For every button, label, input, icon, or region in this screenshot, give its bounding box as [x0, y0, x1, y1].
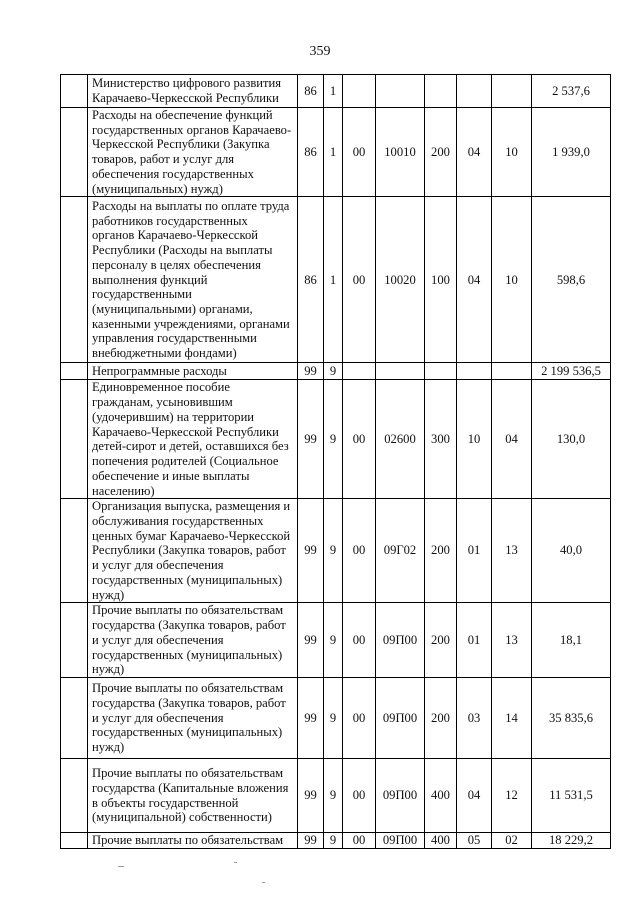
expense-type-cell: 200 [425, 678, 457, 759]
description-cell: Непрограммные расходы [88, 363, 298, 380]
table-row [61, 833, 611, 849]
subprogram-code-cell: 00 [343, 603, 376, 678]
ministry-code-cell: 86 [298, 197, 324, 363]
direction-code-cell: 09П00 [376, 678, 425, 759]
subprogram-code-cell: 00 [343, 380, 376, 499]
direction-code-cell [376, 75, 425, 108]
section-cell: 01 [457, 603, 492, 678]
amount-cell: 598,6 [532, 197, 611, 363]
program-code-cell: 1 [324, 75, 343, 108]
scan-mark [234, 862, 237, 863]
section-cell [457, 75, 492, 108]
subsection-cell [492, 363, 532, 380]
subsection-cell: 13 [492, 603, 532, 678]
description-cell: Организация выпуска, размещения и обслуживания государственных ценных бумаг Карачаево-Черкесской Республики (Закупка товаров, работ и услуг для обеспечения государственных (муниципальных) нужд) [88, 499, 298, 603]
section-cell: 03 [457, 678, 492, 759]
program-code-cell: 9 [324, 363, 343, 380]
row-index-cell [61, 499, 88, 603]
table-row [61, 759, 611, 833]
table-row [61, 678, 611, 759]
table-row [61, 380, 611, 499]
amount-cell: 130,0 [532, 380, 611, 499]
direction-code-cell: 09П00 [376, 833, 425, 849]
table-row [61, 75, 611, 108]
subsection-cell: 02 [492, 833, 532, 849]
amount-cell: 11 531,5 [532, 759, 611, 833]
subsection-cell: 14 [492, 678, 532, 759]
row-index-cell [61, 678, 88, 759]
direction-code-cell: 09Г02 [376, 499, 425, 603]
section-cell: 05 [457, 833, 492, 849]
subprogram-code-cell: 00 [343, 108, 376, 197]
budget-table [60, 74, 611, 849]
description-cell: Прочие выплаты по обязательствам государства (Закупка товаров, работ и услуг для обеспечения государственных (муниципальных) нужд) [88, 678, 298, 759]
ministry-code-cell: 99 [298, 380, 324, 499]
row-index-cell [61, 380, 88, 499]
program-code-cell: 9 [324, 603, 343, 678]
subprogram-code-cell: 00 [343, 197, 376, 363]
ministry-code-cell: 86 [298, 108, 324, 197]
row-index-cell [61, 759, 88, 833]
ministry-code-cell: 99 [298, 678, 324, 759]
expense-type-cell: 100 [425, 197, 457, 363]
subsection-cell: 10 [492, 197, 532, 363]
amount-cell: 18,1 [532, 603, 611, 678]
program-code-cell: 9 [324, 759, 343, 833]
expense-type-cell: 200 [425, 499, 457, 603]
amount-cell: 1 939,0 [532, 108, 611, 197]
description-cell: Министерство цифрового развития Карачаево-Черкесской Республики [88, 75, 298, 108]
section-cell: 01 [457, 499, 492, 603]
scan-mark [262, 882, 265, 883]
subprogram-code-cell: 00 [343, 499, 376, 603]
subprogram-code-cell [343, 75, 376, 108]
subsection-cell: 04 [492, 380, 532, 499]
row-index-cell [61, 603, 88, 678]
amount-cell: 18 229,2 [532, 833, 611, 849]
expense-type-cell [425, 363, 457, 380]
subsection-cell: 10 [492, 108, 532, 197]
ministry-code-cell: 99 [298, 833, 324, 849]
subprogram-code-cell: 00 [343, 759, 376, 833]
expense-type-cell [425, 75, 457, 108]
row-index-cell [61, 108, 88, 197]
subprogram-code-cell: 00 [343, 833, 376, 849]
description-cell: Прочие выплаты по обязательствам государства (Закупка товаров, работ и услуг для обеспечения государственных (муниципальных) нужд) [88, 603, 298, 678]
direction-code-cell: 09П00 [376, 759, 425, 833]
table-row [61, 499, 611, 603]
expense-type-cell: 200 [425, 603, 457, 678]
table-row [61, 603, 611, 678]
direction-code-cell: 02600 [376, 380, 425, 499]
ministry-code-cell: 99 [298, 363, 324, 380]
program-code-cell: 9 [324, 678, 343, 759]
page-number: 359 [309, 44, 331, 59]
ministry-code-cell: 99 [298, 759, 324, 833]
program-code-cell: 1 [324, 197, 343, 363]
direction-code-cell: 10010 [376, 108, 425, 197]
subsection-cell: 12 [492, 759, 532, 833]
ministry-code-cell: 86 [298, 75, 324, 108]
description-cell: Прочие выплаты по обязательствам государства (Капитальные вложения в объекты государственной (муниципальной) собственности) [88, 759, 298, 833]
row-index-cell [61, 363, 88, 380]
description-cell: Расходы на обеспечение функций государственных органов Карачаево-Черкесской Республики (Закупка товаров, работ и услуг для обеспечения государственных (муниципальных) нужд) [88, 108, 298, 197]
subsection-cell: 13 [492, 499, 532, 603]
ministry-code-cell: 99 [298, 603, 324, 678]
amount-cell: 40,0 [532, 499, 611, 603]
direction-code-cell: 09П00 [376, 603, 425, 678]
direction-code-cell [376, 363, 425, 380]
section-cell: 10 [457, 380, 492, 499]
section-cell [457, 363, 492, 380]
program-code-cell: 1 [324, 108, 343, 197]
table-row [61, 363, 611, 380]
expense-type-cell: 200 [425, 108, 457, 197]
description-cell: Расходы на выплаты по оплате труда работников государственных органов Карачаево-Черкесской Республики (Расходы на выплаты персоналу в целях обеспечения выполнения функций государственными (муниципальными) органами, казенными учреждениями, органами управления государственными внебюджетными фондами) [88, 197, 298, 363]
program-code-cell: 9 [324, 380, 343, 499]
section-cell: 04 [457, 108, 492, 197]
expense-type-cell: 400 [425, 833, 457, 849]
subprogram-code-cell [343, 363, 376, 380]
program-code-cell: 9 [324, 833, 343, 849]
amount-cell: 2 537,6 [532, 75, 611, 108]
expense-type-cell: 300 [425, 380, 457, 499]
direction-code-cell: 10020 [376, 197, 425, 363]
section-cell: 04 [457, 759, 492, 833]
ministry-code-cell: 99 [298, 499, 324, 603]
program-code-cell: 9 [324, 499, 343, 603]
row-index-cell [61, 197, 88, 363]
amount-cell: 35 835,6 [532, 678, 611, 759]
table-row [61, 108, 611, 197]
scan-mark [118, 866, 124, 867]
amount-cell: 2 199 536,5 [532, 363, 611, 380]
subsection-cell [492, 75, 532, 108]
description-cell: Прочие выплаты по обязательствам [88, 833, 298, 849]
table-row [61, 197, 611, 363]
row-index-cell [61, 833, 88, 849]
section-cell: 04 [457, 197, 492, 363]
subprogram-code-cell: 00 [343, 678, 376, 759]
expense-type-cell: 400 [425, 759, 457, 833]
description-cell: Единовременное пособие гражданам, усыновившим (удочерившим) на территории Карачаево-Черкесской Республики детей-сирот и детей, оставшихся без попечения родителей (Социальное обеспечение и иные выплаты населению) [88, 380, 298, 499]
row-index-cell [61, 75, 88, 108]
